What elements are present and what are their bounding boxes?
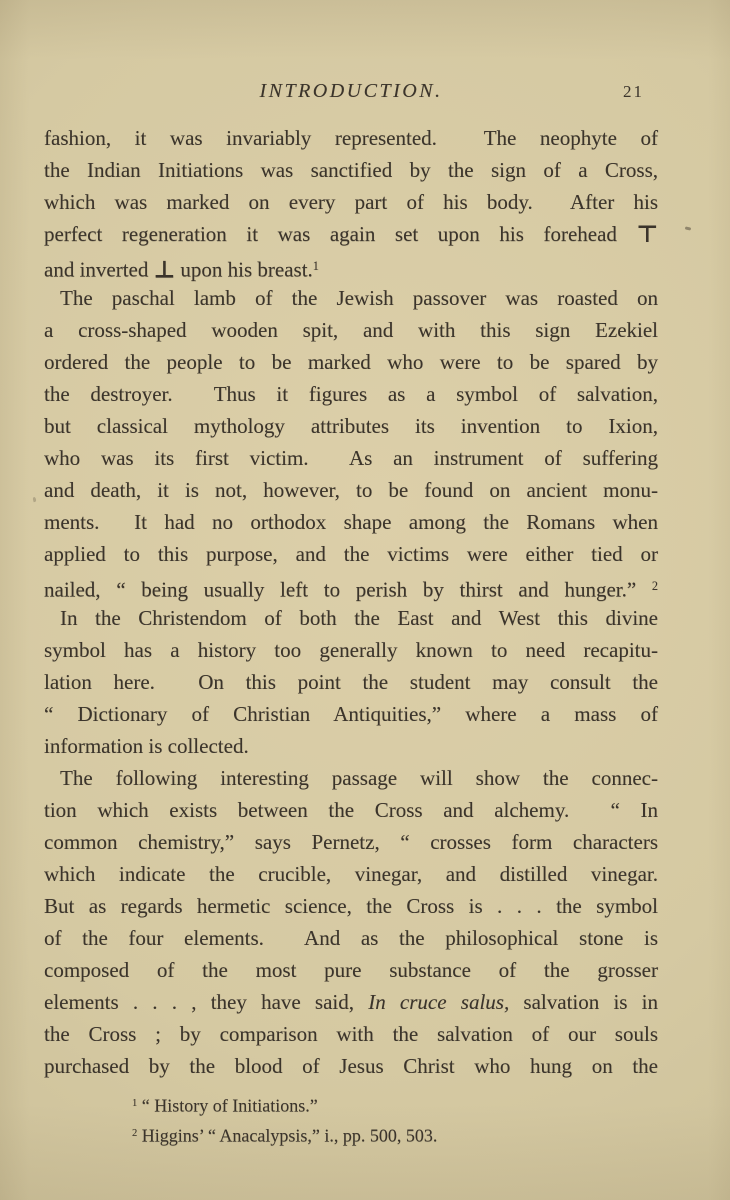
text-segment: ordered the people to be marked who were to be spared by <box>44 350 658 374</box>
text-line <box>44 1050 658 1082</box>
text-line <box>44 794 658 826</box>
text-segment: common chemistry,” says Pernetz, “ crosses form characters <box>44 830 658 854</box>
text-segment: purchased by the blood of Jesus Christ who hung on the <box>44 1054 658 1078</box>
footnote <box>44 1090 658 1120</box>
text-segment: which indicate the crucible, vinegar, and distilled vinegar. <box>44 862 658 886</box>
text-block <box>44 122 658 1082</box>
text-segment: composed of the most pure substance of the grosser <box>44 958 658 982</box>
text-line <box>44 282 658 314</box>
text-segment: salvation is in <box>509 990 658 1014</box>
footnote-marker: 1 <box>132 1098 138 1109</box>
text-segment: tion which exists between the Cross and alchemy. “ In <box>44 798 658 822</box>
text-segment: In cruce salus, <box>368 990 510 1014</box>
text-line <box>44 730 658 762</box>
text-line <box>44 122 658 154</box>
text-segment: nailed, “ being usually left to perish by thirst and hunger.” <box>44 577 652 602</box>
text-segment: perfect regeneration it was again set upon his forehead <box>44 222 637 247</box>
text-line <box>44 826 658 858</box>
cross-symbol: ⊥ <box>153 255 176 284</box>
text-segment: which was marked on every part of his body. After his <box>44 190 658 214</box>
text-segment: Higgins’ “ Anacalypsis,” i., pp. 500, 503. <box>137 1125 438 1146</box>
text-line <box>44 954 658 986</box>
text-line <box>44 474 658 506</box>
footnote-marker: 2 <box>651 579 658 593</box>
text-segment: upon his breast. <box>175 257 313 282</box>
text-line <box>44 314 658 346</box>
text-segment: ments. It had no orthodox shape among the Romans when <box>44 510 658 534</box>
text-line <box>44 186 658 218</box>
text-line <box>44 890 658 922</box>
text-segment: the Cross ; by comparison with the salvation of our souls <box>44 1022 658 1046</box>
scan-speck <box>32 497 36 503</box>
text-line <box>44 154 658 186</box>
cross-symbol: ⊤ <box>636 220 658 248</box>
paragraph <box>44 602 658 762</box>
paragraph <box>44 122 658 282</box>
scan-speck <box>685 226 691 230</box>
text-segment: information is collected. <box>44 734 249 758</box>
footnote-marker: 1 <box>312 259 319 273</box>
page-title: INTRODUCTION. <box>259 80 443 102</box>
text-segment: The following interesting passage will show the connec- <box>60 766 658 790</box>
text-line <box>44 506 658 538</box>
text-segment: and inverted <box>44 257 154 282</box>
text-line <box>44 410 658 442</box>
text-segment: “ History of Initiations.” <box>137 1095 318 1116</box>
text-line <box>44 858 658 890</box>
text-line <box>44 538 658 570</box>
footnote <box>44 1120 658 1150</box>
text-segment: the Indian Initiations was sanctified by the sign of a Cross, <box>44 158 658 182</box>
text-segment: elements . . . , they have said, <box>44 990 369 1014</box>
text-segment: fashion, it was invariably represented. The neophyte of <box>44 126 658 150</box>
paragraph <box>44 762 658 1082</box>
text-segment: lation here. On this point the student may consult the <box>44 670 658 694</box>
text-segment: applied to this purpose, and the victims were either tied or <box>44 542 658 566</box>
text-segment: In the Christendom of both the East and West this divine <box>60 606 658 630</box>
text-segment: The paschal lamb of the Jewish passover was roasted on <box>60 286 658 310</box>
text-line <box>44 762 658 794</box>
text-line <box>44 442 658 474</box>
footnote-marker: 2 <box>132 1127 138 1139</box>
text-segment: “ Dictionary of Christian Antiquities,” where a mass of <box>44 702 658 726</box>
text-line <box>44 1018 658 1050</box>
text-line <box>44 378 658 410</box>
text-line <box>44 698 658 730</box>
text-line <box>44 250 658 282</box>
paragraph <box>44 282 658 602</box>
text-line <box>44 922 658 954</box>
running-header <box>44 80 658 104</box>
text-segment: the destroyer. Thus it figures as a symbol of salvation, <box>44 382 658 406</box>
text-line <box>44 346 658 378</box>
text-segment: who was its first victim. As an instrument of suffering <box>44 446 658 470</box>
text-segment: But as regards hermetic science, the Cross is . . . the symbol <box>44 894 658 918</box>
text-line <box>44 602 658 634</box>
text-line <box>44 634 658 666</box>
text-segment: but classical mythology attributes its invention to Ixion, <box>44 414 658 438</box>
text-segment: and death, it is not, however, to be found on ancient monu- <box>44 478 658 502</box>
text-line <box>44 570 658 602</box>
page-number: 21 <box>623 82 644 101</box>
text-segment: a cross-shaped wooden spit, and with this sign Ezekiel <box>44 318 658 342</box>
footnotes <box>44 1090 658 1149</box>
text-segment: symbol has a history too generally known to need recapitu- <box>44 638 658 662</box>
text-line <box>44 666 658 698</box>
text-line <box>44 986 658 1018</box>
text-segment: of the four elements. And as the philosophical stone is <box>44 926 658 950</box>
text-line <box>44 218 658 250</box>
